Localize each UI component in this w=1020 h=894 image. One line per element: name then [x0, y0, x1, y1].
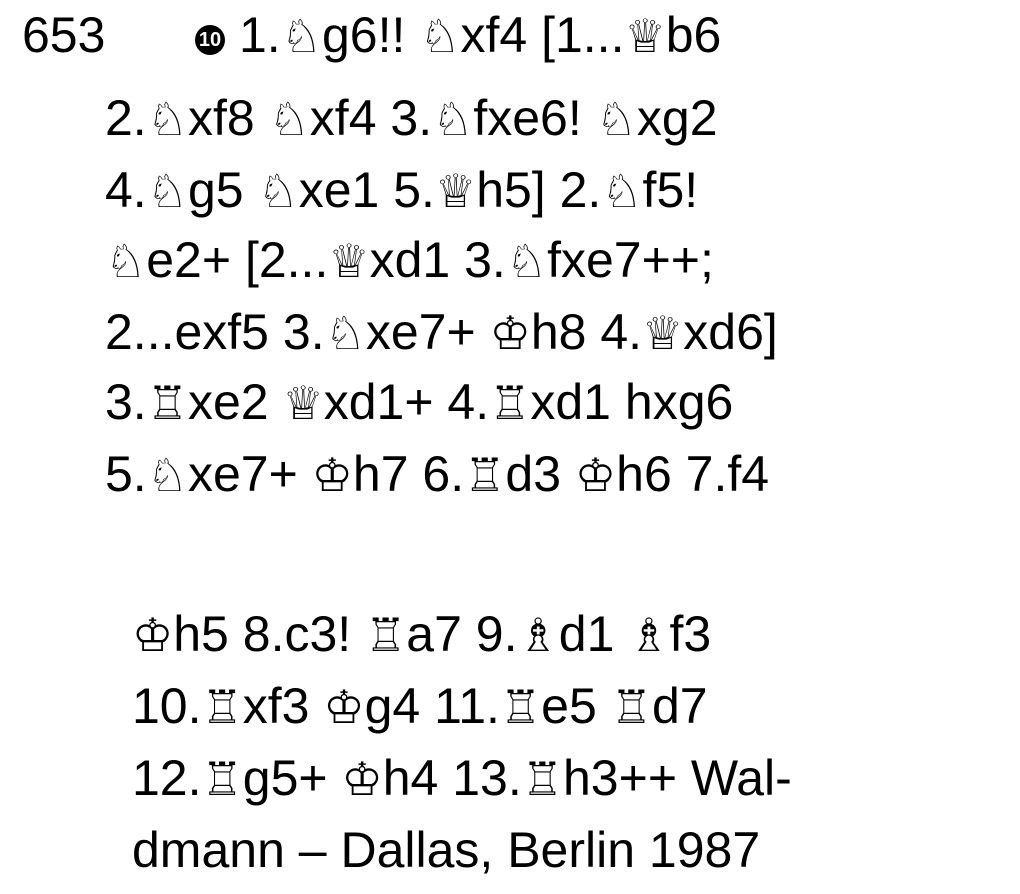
move-text: 12. — [132, 750, 202, 806]
rook-icon: ♖ — [521, 752, 563, 806]
move-text: xe7+ — [365, 304, 490, 360]
move-text: 5. — [105, 446, 147, 502]
move-text: xd1 3. — [369, 232, 506, 288]
king-icon: ♔ — [489, 306, 531, 360]
move-text: 1. — [239, 7, 281, 63]
move-text: a7 9. — [406, 606, 518, 662]
line-3-text — [105, 162, 698, 218]
move-text: xd1+ 4. — [323, 374, 490, 430]
rook-icon: ♖ — [365, 608, 407, 662]
move-text: f5! — [642, 162, 699, 218]
move-text: fxe7++; — [547, 232, 714, 288]
rook-icon: ♖ — [146, 376, 188, 430]
move-text: xf4 3. — [309, 90, 433, 146]
move-text: h6 7.f4 — [616, 446, 770, 502]
queen-icon: ♕ — [328, 234, 370, 288]
line-6-text — [105, 374, 733, 430]
difficulty-badge: 10 — [195, 25, 225, 55]
queen-icon: ♕ — [642, 306, 684, 360]
king-icon: ♔ — [574, 448, 617, 502]
move-text: b6 — [665, 7, 722, 63]
knight-icon: ♘ — [505, 234, 548, 288]
rook-icon: ♖ — [464, 448, 506, 502]
line-10-text — [132, 750, 792, 806]
king-icon: ♔ — [311, 448, 353, 502]
problem-number-text: 653 — [22, 7, 106, 63]
line-7-text — [105, 446, 769, 502]
move-text: g6!! — [321, 7, 420, 63]
move-text: g5 — [187, 162, 258, 218]
line-7 — [105, 444, 769, 505]
line-5-text — [105, 304, 778, 360]
move-text: d7 — [651, 678, 708, 734]
move-text: h3++ Wal- — [563, 750, 792, 806]
knight-icon: ♘ — [105, 234, 147, 288]
rook-icon: ♖ — [489, 376, 531, 430]
knight-icon: ♘ — [432, 92, 474, 146]
king-icon: ♔ — [323, 680, 365, 734]
rook-icon: ♖ — [201, 680, 243, 734]
move-text: d3 — [505, 446, 575, 502]
rook-icon: ♖ — [201, 752, 243, 806]
move-text: 2. — [105, 90, 147, 146]
bishop-icon: ♗ — [517, 608, 559, 662]
line-5 — [105, 302, 778, 363]
line-1-text — [239, 7, 721, 63]
queen-icon: ♕ — [282, 376, 324, 430]
move-text: g5+ — [242, 750, 342, 806]
knight-icon: ♘ — [257, 164, 299, 218]
move-text: h8 4. — [530, 304, 643, 360]
knight-icon: ♘ — [146, 164, 188, 218]
line-8 — [132, 604, 711, 665]
knight-icon: ♘ — [595, 92, 637, 146]
knight-icon: ♘ — [324, 306, 366, 360]
knight-icon: ♘ — [419, 9, 461, 63]
move-text: h5 8.c3! — [173, 606, 366, 662]
line-11-text — [132, 822, 760, 878]
move-text: xe7+ — [187, 446, 312, 502]
rook-icon: ♖ — [610, 680, 652, 734]
line-10 — [132, 748, 792, 809]
line-6 — [105, 372, 733, 433]
move-text: xf4 [1... — [460, 7, 625, 63]
line-9 — [132, 676, 708, 737]
move-text: dmann – Dallas, Berlin 1987 — [132, 822, 761, 878]
king-icon: ♔ — [341, 752, 383, 806]
move-text: xe2 — [187, 374, 283, 430]
move-text: g4 11. — [364, 678, 500, 734]
knight-icon: ♘ — [268, 92, 310, 146]
knight-icon: ♘ — [146, 448, 188, 502]
move-text: fxe6! — [473, 90, 596, 146]
move-text: h5] 2. — [476, 162, 602, 218]
queen-icon: ♕ — [624, 9, 666, 63]
line-9-text — [132, 678, 708, 734]
knight-icon: ♘ — [601, 164, 643, 218]
line-11 — [132, 820, 760, 880]
move-text: h7 6. — [352, 446, 465, 502]
move-text: xe1 5. — [298, 162, 435, 218]
move-text: xd1 hxg6 — [530, 374, 734, 430]
move-text: d1 — [558, 606, 629, 662]
line-2-text — [105, 90, 718, 146]
king-icon: ♔ — [132, 608, 174, 662]
move-text: 3. — [105, 374, 147, 430]
line-4-text — [105, 232, 714, 288]
move-text: xd6] — [683, 304, 778, 360]
move-text: xf8 — [187, 90, 269, 146]
move-text: e5 — [541, 678, 611, 734]
knight-icon: ♘ — [146, 92, 188, 146]
move-text: f3 — [669, 606, 712, 662]
line-2 — [105, 88, 718, 149]
knight-icon: ♘ — [280, 9, 322, 63]
move-text: h4 13. — [382, 750, 522, 806]
move-text: 2...exf5 3. — [105, 304, 325, 360]
queen-icon: ♕ — [434, 164, 477, 218]
line-8-text — [132, 606, 711, 662]
move-text: xf3 — [242, 678, 324, 734]
line-3 — [105, 160, 698, 221]
problem-number — [22, 5, 105, 65]
line-4 — [105, 230, 714, 291]
bishop-icon: ♗ — [628, 608, 670, 662]
move-text: xg2 — [636, 90, 718, 146]
move-text: e2+ [2... — [146, 232, 329, 288]
rook-icon: ♖ — [499, 680, 542, 734]
line-1 — [195, 5, 721, 66]
move-text: 4. — [105, 162, 147, 218]
move-text: 10. — [132, 678, 202, 734]
